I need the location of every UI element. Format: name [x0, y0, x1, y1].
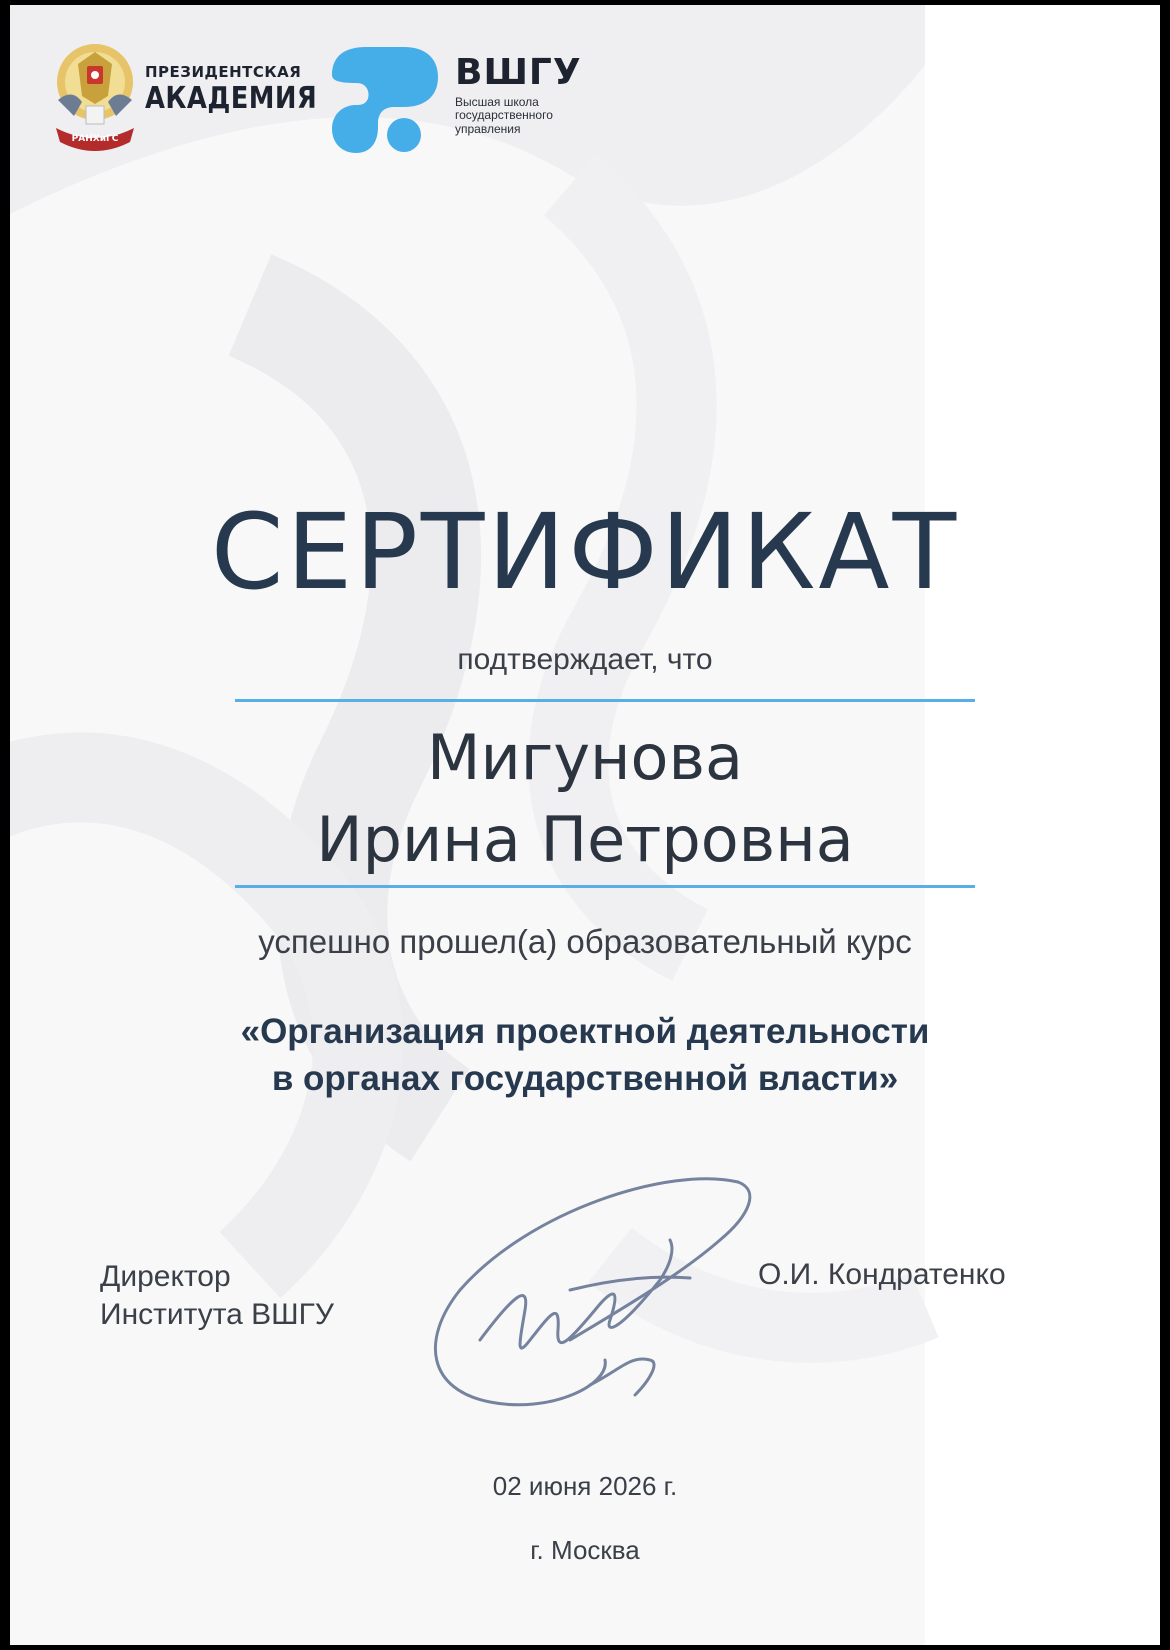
confirms-text: подтверждает, что	[457, 643, 713, 676]
vshgu-subtitle-line: управления	[455, 121, 521, 136]
ranepa-line1: ПРЕЗИДЕНТСКАЯ	[145, 63, 302, 81]
vshgu-title: ВШГУ	[455, 52, 582, 93]
certificate-sheet	[10, 5, 1160, 1645]
vshgu-wordmark	[455, 52, 582, 136]
director-position-line: Института ВШГУ	[100, 1298, 334, 1331]
director-position-line: Директор	[100, 1260, 231, 1293]
vshgu-subtitle-line: государственного	[455, 108, 553, 123]
vshgu-subtitle	[455, 96, 582, 136]
vshgu-subtitle-line: Высшая школа	[455, 95, 539, 109]
ranepa-wordmark	[145, 65, 345, 114]
director-position	[100, 1258, 334, 1334]
passed-course-text: успешно прошел(а) образовательный курс	[258, 923, 912, 960]
certificate-title: СЕРТИФИКАТ	[210, 491, 960, 613]
divider-line-bottom	[235, 885, 975, 888]
ranepa-line2: АКАДЕМИЯ	[145, 81, 318, 116]
handwritten-signature	[420, 1170, 790, 1425]
course-title-line: в органах государственной власти»	[271, 1059, 899, 1098]
vshgu-logo-mark	[332, 47, 438, 153]
issue-city: г. Москва	[530, 1535, 640, 1565]
recipient-given-names: Ирина Петровна	[316, 803, 854, 876]
recipient-name	[10, 717, 1160, 881]
issue-date: 02 июня 2026 г.	[492, 1471, 678, 1501]
ranepa-emblem-logo	[50, 30, 140, 155]
course-title-line: «Организация проектной деятельности	[240, 1012, 930, 1051]
emblem-ribbon-text: РАНХиГС	[71, 134, 119, 144]
divider-line-top	[235, 699, 975, 702]
signer-name: О.И. Кондратенко	[758, 1258, 1006, 1291]
course-title	[10, 1008, 1160, 1102]
recipient-surname: Мигунова	[426, 721, 744, 794]
